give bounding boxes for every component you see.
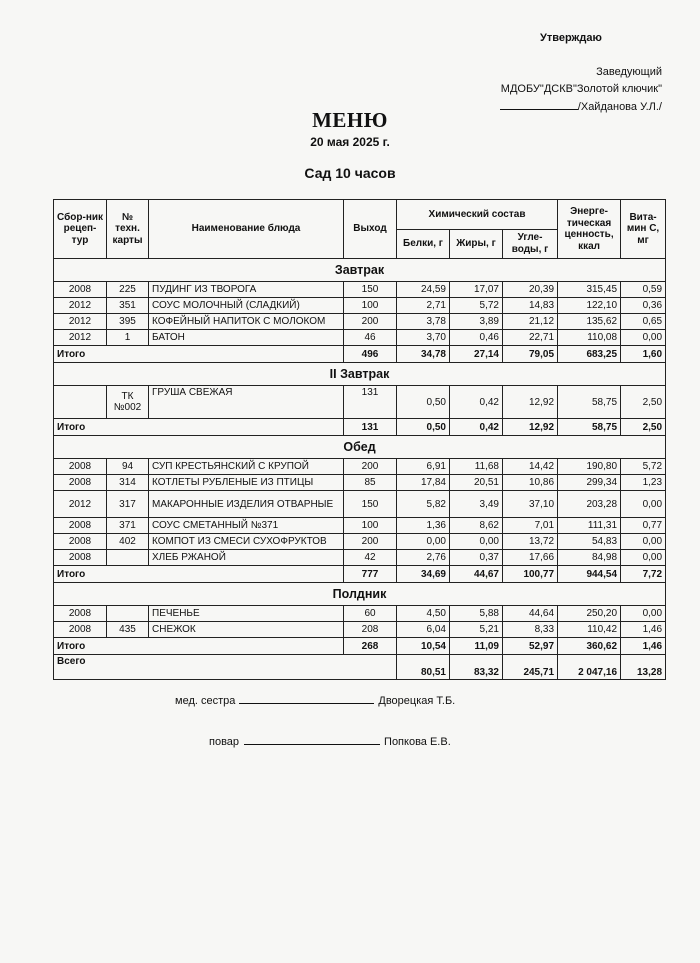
total-protein: 10,54 <box>397 638 450 655</box>
cell-fat: 20,51 <box>450 475 503 491</box>
cell-fat: 5,72 <box>450 298 503 314</box>
cell-dish-name: ПЕЧЕНЬЕ <box>149 606 344 622</box>
col-header-yield: Выход <box>344 200 397 259</box>
cell-tech-card: ТК №002 <box>107 386 149 419</box>
total-yield: 496 <box>344 346 397 363</box>
menu-date: 20 мая 2025 г. <box>310 135 390 149</box>
cell-carbs: 44,64 <box>503 606 558 622</box>
cell-collection: 2008 <box>54 622 107 638</box>
cell-vitamin: 5,72 <box>621 459 666 475</box>
table-row <box>54 282 666 298</box>
cell-carbs: 7,01 <box>503 518 558 534</box>
menu-table <box>53 199 666 680</box>
total-row <box>54 638 666 655</box>
cell-carbs: 14,42 <box>503 459 558 475</box>
total-yield: 777 <box>344 566 397 583</box>
section-row <box>54 363 666 386</box>
cell-dish-name: ПУДИНГ ИЗ ТВОРОГА <box>149 282 344 298</box>
total-protein: 0,50 <box>397 419 450 436</box>
total-energy: 58,75 <box>558 419 621 436</box>
total-protein: 34,78 <box>397 346 450 363</box>
total-energy: 944,54 <box>558 566 621 583</box>
cell-tech-card: 351 <box>107 298 149 314</box>
grand-total-label: Всего <box>54 655 397 680</box>
section-row <box>54 436 666 459</box>
total-vitamin: 1,46 <box>621 638 666 655</box>
cell-tech-card: 1 <box>107 330 149 346</box>
menu-body <box>54 259 666 680</box>
cell-vitamin: 0,00 <box>621 491 666 518</box>
cell-protein: 24,59 <box>397 282 450 298</box>
cell-fat: 3,49 <box>450 491 503 518</box>
cell-tech-card <box>107 550 149 566</box>
cell-protein: 3,78 <box>397 314 450 330</box>
table-row <box>54 518 666 534</box>
cell-protein: 2,76 <box>397 550 450 566</box>
nurse-label: мед. сестра <box>175 695 236 707</box>
cell-dish-name: ГРУША СВЕЖАЯ <box>149 386 344 419</box>
total-protein: 34,69 <box>397 566 450 583</box>
total-row <box>54 566 666 583</box>
table-row <box>54 491 666 518</box>
cell-protein: 3,70 <box>397 330 450 346</box>
cook-signature <box>209 734 451 748</box>
approve-label: Утверждаю <box>540 32 602 44</box>
total-vitamin: 2,50 <box>621 419 666 436</box>
cell-energy: 54,83 <box>558 534 621 550</box>
cell-protein: 0,50 <box>397 386 450 419</box>
col-header-fat: Жиры, г <box>450 229 503 259</box>
cell-collection: 2012 <box>54 314 107 330</box>
cell-energy: 122,10 <box>558 298 621 314</box>
table-row <box>54 330 666 346</box>
cell-fat: 5,88 <box>450 606 503 622</box>
cell-vitamin: 0,00 <box>621 550 666 566</box>
total-label: Итого <box>54 346 344 363</box>
cell-dish-name: СОУС МОЛОЧНЫЙ (СЛАДКИЙ) <box>149 298 344 314</box>
cell-energy: 111,31 <box>558 518 621 534</box>
section-title: II Завтрак <box>54 363 666 386</box>
table-row <box>54 459 666 475</box>
col-header-tech-card: № техн. карты <box>107 200 149 259</box>
total-carbs: 100,77 <box>503 566 558 583</box>
total-vitamin: 7,72 <box>621 566 666 583</box>
cell-collection: 2008 <box>54 518 107 534</box>
cell-dish-name: БАТОН <box>149 330 344 346</box>
cell-yield: 208 <box>344 622 397 638</box>
cook-signature-line <box>244 734 380 745</box>
cell-carbs: 20,39 <box>503 282 558 298</box>
cell-tech-card: 317 <box>107 491 149 518</box>
cell-carbs: 13,72 <box>503 534 558 550</box>
cell-vitamin: 0,00 <box>621 330 666 346</box>
col-header-energy: Энерге-тическая ценность, ккал <box>558 200 621 259</box>
cell-energy: 250,20 <box>558 606 621 622</box>
cell-vitamin: 1,23 <box>621 475 666 491</box>
cell-collection <box>54 386 107 419</box>
table-row <box>54 314 666 330</box>
cell-dish-name: КОМПОТ ИЗ СМЕСИ СУХОФРУКТОВ <box>149 534 344 550</box>
cell-fat: 3,89 <box>450 314 503 330</box>
cell-dish-name: КОТЛЕТЫ РУБЛЕНЫЕ ИЗ ПТИЦЫ <box>149 475 344 491</box>
table-row <box>54 622 666 638</box>
cell-protein: 2,71 <box>397 298 450 314</box>
cell-carbs: 8,33 <box>503 622 558 638</box>
cell-yield: 42 <box>344 550 397 566</box>
col-header-collection: Сбор-ник рецеп-тур <box>54 200 107 259</box>
cell-protein: 6,91 <box>397 459 450 475</box>
total-fat: 11,09 <box>450 638 503 655</box>
cell-protein: 5,82 <box>397 491 450 518</box>
grand-total-protein: 80,51 <box>397 655 450 680</box>
cell-vitamin: 0,59 <box>621 282 666 298</box>
grand-total-carbs: 245,71 <box>503 655 558 680</box>
total-row <box>54 346 666 363</box>
cell-vitamin: 0,00 <box>621 534 666 550</box>
col-header-protein: Белки, г <box>397 229 450 259</box>
total-label: Итого <box>54 419 344 436</box>
cell-yield: 60 <box>344 606 397 622</box>
total-carbs: 52,97 <box>503 638 558 655</box>
total-label: Итого <box>54 638 344 655</box>
cell-tech-card: 395 <box>107 314 149 330</box>
cell-collection: 2008 <box>54 475 107 491</box>
cell-vitamin: 0,77 <box>621 518 666 534</box>
cell-dish-name: МАКАРОННЫЕ ИЗДЕЛИЯ ОТВАРНЫЕ <box>149 491 344 518</box>
col-header-vitamin: Вита-мин С, мг <box>621 200 666 259</box>
cell-dish-name: КОФЕЙНЫЙ НАПИТОК С МОЛОКОМ <box>149 314 344 330</box>
total-yield: 131 <box>344 419 397 436</box>
cell-collection: 2012 <box>54 298 107 314</box>
total-carbs: 12,92 <box>503 419 558 436</box>
cell-fat: 8,62 <box>450 518 503 534</box>
total-fat: 44,67 <box>450 566 503 583</box>
cell-yield: 100 <box>344 518 397 534</box>
cell-carbs: 21,12 <box>503 314 558 330</box>
cook-name: Попкова Е.В. <box>384 736 451 748</box>
cell-energy: 135,62 <box>558 314 621 330</box>
section-title: Обед <box>54 436 666 459</box>
cell-vitamin: 0,36 <box>621 298 666 314</box>
cell-fat: 0,42 <box>450 386 503 419</box>
cell-yield: 131 <box>344 386 397 419</box>
cook-label: повар <box>209 736 240 748</box>
grand-total-row <box>54 655 666 680</box>
cell-collection: 2008 <box>54 534 107 550</box>
table-row <box>54 298 666 314</box>
cell-yield: 85 <box>344 475 397 491</box>
cell-yield: 150 <box>344 491 397 518</box>
cell-fat: 5,21 <box>450 622 503 638</box>
cell-yield: 200 <box>344 314 397 330</box>
cell-dish-name: СОУС СМЕТАННЫЙ №371 <box>149 518 344 534</box>
table-row <box>54 386 666 419</box>
cell-vitamin: 0,65 <box>621 314 666 330</box>
col-header-chem: Химический состав <box>397 200 558 230</box>
cell-collection: 2012 <box>54 491 107 518</box>
cell-collection: 2008 <box>54 459 107 475</box>
cell-protein: 4,50 <box>397 606 450 622</box>
cell-collection: 2008 <box>54 282 107 298</box>
cell-tech-card: 371 <box>107 518 149 534</box>
table-row <box>54 550 666 566</box>
cell-energy: 58,75 <box>558 386 621 419</box>
cell-carbs: 14,83 <box>503 298 558 314</box>
cell-protein: 0,00 <box>397 534 450 550</box>
total-label: Итого <box>54 566 344 583</box>
cell-carbs: 22,71 <box>503 330 558 346</box>
total-energy: 360,62 <box>558 638 621 655</box>
cell-dish-name: ХЛЕБ РЖАНОЙ <box>149 550 344 566</box>
cell-dish-name: СУП КРЕСТЬЯНСКИЙ С КРУПОЙ <box>149 459 344 475</box>
cell-fat: 17,07 <box>450 282 503 298</box>
cell-energy: 203,28 <box>558 491 621 518</box>
cell-tech-card <box>107 606 149 622</box>
section-title: Завтрак <box>54 259 666 282</box>
table-row <box>54 606 666 622</box>
cell-yield: 150 <box>344 282 397 298</box>
total-energy: 683,25 <box>558 346 621 363</box>
total-fat: 0,42 <box>450 419 503 436</box>
cell-yield: 200 <box>344 459 397 475</box>
cell-energy: 190,80 <box>558 459 621 475</box>
total-yield: 268 <box>344 638 397 655</box>
cell-tech-card: 435 <box>107 622 149 638</box>
section-row <box>54 583 666 606</box>
cell-protein: 17,84 <box>397 475 450 491</box>
cell-carbs: 37,10 <box>503 491 558 518</box>
nurse-signature-line <box>239 693 374 704</box>
cell-energy: 84,98 <box>558 550 621 566</box>
cell-carbs: 12,92 <box>503 386 558 419</box>
total-vitamin: 1,60 <box>621 346 666 363</box>
cell-energy: 299,34 <box>558 475 621 491</box>
cell-energy: 315,45 <box>558 282 621 298</box>
grand-total-vitamin: 13,28 <box>621 655 666 680</box>
section-row <box>54 259 666 282</box>
table-row <box>54 475 666 491</box>
cell-tech-card: 94 <box>107 459 149 475</box>
cell-collection: 2012 <box>54 330 107 346</box>
cell-protein: 1,36 <box>397 518 450 534</box>
table-row <box>54 534 666 550</box>
head-position: Заведующий <box>596 66 662 78</box>
section-title: Полдник <box>54 583 666 606</box>
cell-collection: 2008 <box>54 606 107 622</box>
nurse-signature <box>175 693 455 707</box>
cell-collection: 2008 <box>54 550 107 566</box>
cell-vitamin: 1,46 <box>621 622 666 638</box>
grand-total-fat: 83,32 <box>450 655 503 680</box>
cell-energy: 110,08 <box>558 330 621 346</box>
nurse-name: Дворецкая Т.Б. <box>378 695 456 707</box>
cell-carbs: 10,86 <box>503 475 558 491</box>
menu-subtitle: Сад 10 часов <box>304 165 396 181</box>
cell-tech-card: 402 <box>107 534 149 550</box>
cell-yield: 100 <box>344 298 397 314</box>
cell-vitamin: 0,00 <box>621 606 666 622</box>
cell-vitamin: 2,50 <box>621 386 666 419</box>
total-row <box>54 419 666 436</box>
cell-fat: 0,46 <box>450 330 503 346</box>
cell-dish-name: СНЕЖОК <box>149 622 344 638</box>
cell-tech-card: 314 <box>107 475 149 491</box>
page-title: МЕНЮ <box>312 108 388 132</box>
head-organization: МДОБУ"ДСКВ"Золотой ключик" <box>500 83 662 95</box>
cell-energy: 110,42 <box>558 622 621 638</box>
head-signature-name: /Хайданова У.Л./ <box>577 101 662 113</box>
cell-fat: 11,68 <box>450 459 503 475</box>
col-header-dish-name: Наименование блюда <box>149 200 344 259</box>
total-carbs: 79,05 <box>503 346 558 363</box>
cell-carbs: 17,66 <box>503 550 558 566</box>
col-header-carbs: Угле-воды, г <box>503 229 558 259</box>
cell-yield: 200 <box>344 534 397 550</box>
grand-total-energy: 2 047,16 <box>558 655 621 680</box>
cell-protein: 6,04 <box>397 622 450 638</box>
cell-fat: 0,00 <box>450 534 503 550</box>
cell-fat: 0,37 <box>450 550 503 566</box>
cell-tech-card: 225 <box>107 282 149 298</box>
total-fat: 27,14 <box>450 346 503 363</box>
cell-yield: 46 <box>344 330 397 346</box>
